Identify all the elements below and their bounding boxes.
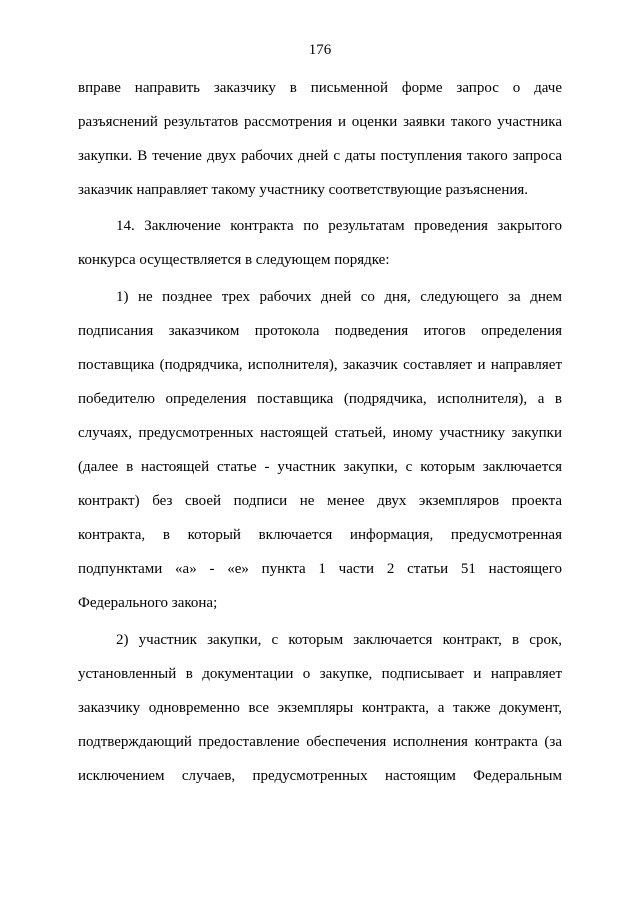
paragraph-subitem-1	[78, 280, 562, 621]
text-line: 14. Заключение контракта по результатам проведения закрытого	[116, 218, 562, 235]
text-line: контракта, в который включается информация, предусмотренная	[78, 527, 562, 544]
text-line: конкурса осуществляется в следующем порядке:	[78, 252, 390, 269]
text-line: подписания заказчиком протокола подведения итогов определения	[78, 322, 562, 339]
text-line: (далее в настоящей статье - участник закупки, с которым заключается	[78, 459, 562, 476]
text-line: поставщика (подрядчика, исполнителя), заказчик составляет и направляет	[78, 356, 562, 373]
document-body	[78, 71, 562, 793]
text-line: вправе направить заказчику в письменной форме запрос о даче	[78, 80, 562, 96]
paragraph-continuation	[78, 71, 562, 207]
page-number: 176	[308, 42, 332, 58]
text-line: подпунктами «а» - «е» пункта 1 части 2 статьи 51 настоящего	[78, 561, 562, 578]
text-line: 2) участник закупки, с которым заключается контракт, в срок,	[116, 631, 562, 648]
text-line: контракт) без своей подписи не менее двух экземпляров проекта	[78, 493, 562, 510]
text-line: победителю определения поставщика (подрядчика, исполнителя), а в	[78, 390, 562, 407]
text-line: 1) не позднее трех рабочих дней со дня, следующего за днем	[116, 288, 562, 305]
text-line: случаях, предусмотренных настоящей статьей, иному участнику закупки	[78, 424, 562, 441]
text-line: исключением случаев, предусмотренных настоящим Федеральным	[78, 767, 562, 784]
text-line: заказчику одновременно все экземпляры контракта, а также документ,	[78, 699, 562, 716]
text-line: разъяснений результатов рассмотрения и оценки заявки такого участника	[78, 114, 562, 131]
text-line: подтверждающий предоставление обеспечения исполнения контракта (за	[78, 733, 562, 750]
text-line: заказчик направляет такому участнику соответствующие разъяснения.	[78, 182, 529, 199]
text-line: установленный в документации о закупке, подписывает и направляет	[78, 665, 562, 682]
paragraph-item-14	[78, 209, 562, 277]
text-line: Федерального закона;	[78, 595, 218, 612]
text-line: закупки. В течение двух рабочих дней с даты поступления такого запроса	[78, 148, 562, 165]
paragraph-subitem-2	[78, 623, 562, 793]
